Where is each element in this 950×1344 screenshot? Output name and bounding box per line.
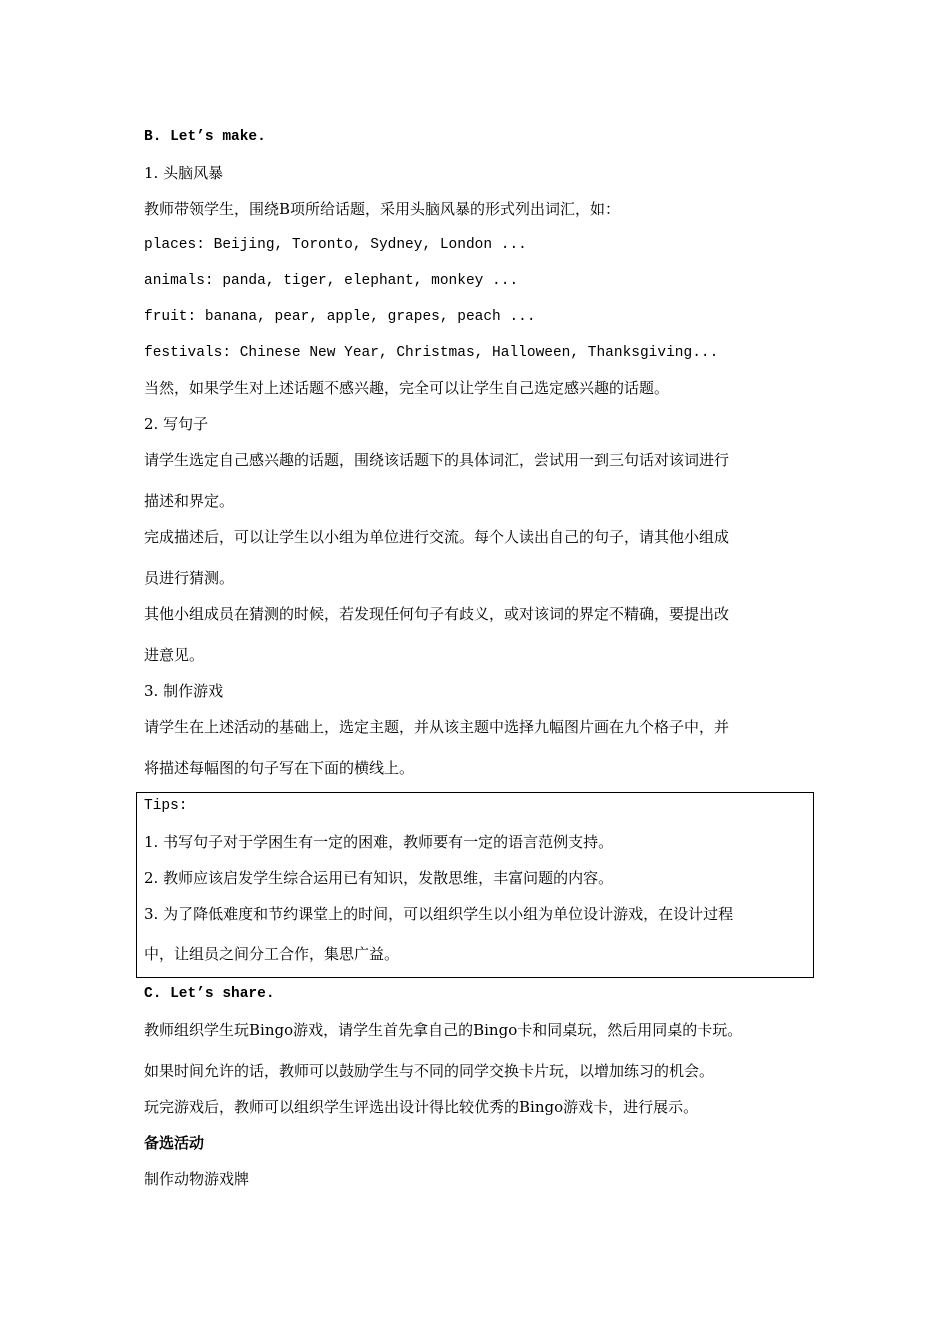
step1-title: 1. 头脑风暴: [144, 164, 224, 182]
example-places: places: Beijing, Toronto, Sydney, London ...: [144, 237, 527, 253]
step3-title: 3. 制作游戏: [144, 682, 224, 700]
step2-paragraph3-line2: 进意见。: [144, 646, 205, 664]
tip-item-3-line2: 中，让组员之间分工合作，集思广益。: [144, 945, 400, 963]
step2-title: 2. 写句子: [144, 415, 209, 433]
section-b-heading: B. Let’s make.: [144, 129, 266, 145]
step2-paragraph2-line2: 员进行猜测。: [144, 569, 235, 587]
optional-activity-heading: 备选活动: [144, 1134, 205, 1152]
step1-note: 当然，如果学生对上述话题不感兴趣，完全可以让学生自己选定感兴趣的话题。: [144, 379, 670, 397]
example-festivals: festivals: Chinese New Year, Christmas, Halloween, Thanksgiving...: [144, 345, 719, 361]
tips-label: Tips:: [144, 798, 188, 814]
step2-paragraph2-line1: 完成描述后，可以让学生以小组为单位进行交流。每个人读出自己的句子，请其他小组成: [144, 528, 730, 546]
tip-item-2: 2. 教师应该启发学生综合运用已有知识，发散思维，丰富问题的内容。: [144, 869, 614, 887]
example-animals: animals: panda, tiger, elephant, monkey ...: [144, 273, 519, 289]
optional-activity-item: 制作动物游戏牌: [144, 1170, 250, 1188]
tip-item-1: 1. 书写句子对于学困生有一定的困难，教师要有一定的语言范例支持。: [144, 833, 614, 851]
section-c-paragraph-2: 如果时间允许的话，教师可以鼓励学生与不同的同学交换卡片玩，以增加练习的机会。: [144, 1062, 715, 1080]
step2-paragraph1-line1: 请学生选定自己感兴趣的话题，围绕该话题下的具体词汇，尝试用一到三句话对该词进行: [144, 451, 730, 469]
section-c-paragraph-3: 玩完游戏后，教师可以组织学生评选出设计得比较优秀的Bingo游戏卡，进行展示。: [144, 1098, 699, 1116]
section-c-paragraph-1: 教师组织学生玩Bingo游戏，请学生首先拿自己的Bingo卡和同桌玩，然后用同桌的卡玩。: [144, 1021, 743, 1039]
step2-paragraph1-line2: 描述和界定。: [144, 492, 235, 510]
step3-paragraph-line1: 请学生在上述活动的基础上，选定主题，并从该主题中选择九幅图片画在九个格子中，并: [144, 718, 730, 736]
section-c-heading: C. Let’s share.: [144, 986, 275, 1002]
tip-item-3-line1: 3. 为了降低难度和节约课堂上的时间，可以组织学生以小组为单位设计游戏，在设计过程: [144, 905, 734, 923]
step3-paragraph-line2: 将描述每幅图的句子写在下面的横线上。: [144, 759, 415, 777]
step2-paragraph3-line1: 其他小组成员在猜测的时候，若发现任何句子有歧义，或对该词的界定不精确，要提出改: [144, 605, 730, 623]
example-fruit: fruit: banana, pear, apple, grapes, peach ...: [144, 309, 536, 325]
step1-intro: 教师带领学生，围绕B项所给话题，采用头脑风暴的形式列出词汇，如：: [144, 200, 621, 218]
